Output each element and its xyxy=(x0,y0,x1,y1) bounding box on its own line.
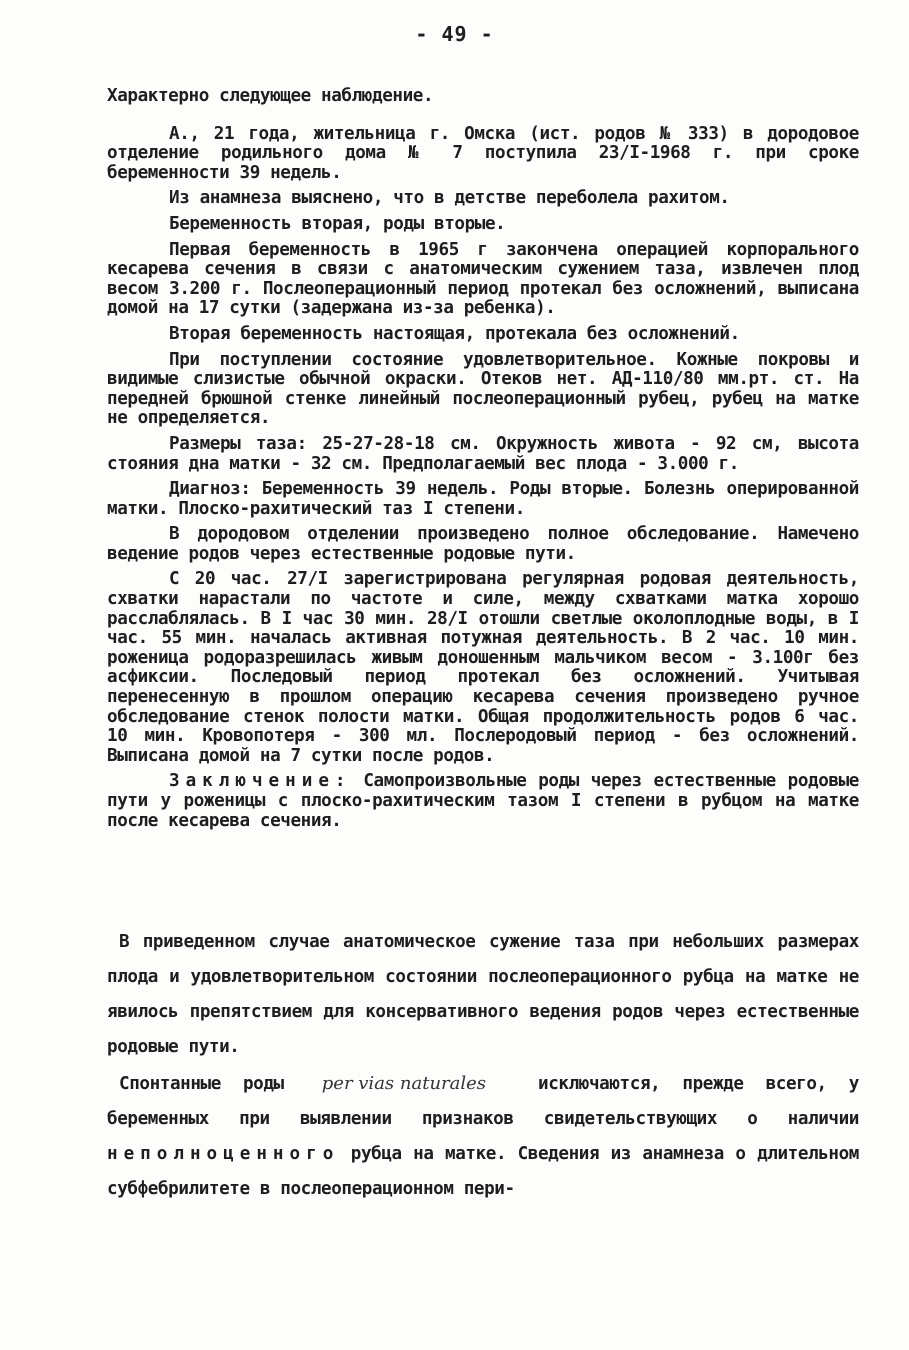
conclusion-label: Заключение: xyxy=(169,771,352,792)
body-paragraph: В приведенном случае анатомическое сужение таза при небольших размерах плода и удовлетворительном состоянии послеоперационного рубца на матке не явилось препятствием для консервативного ведения родов через естественные родовые пути. xyxy=(107,932,859,1057)
body-text-segment: рубца на матке. Сведения из анамнеза о длительном субфебрилитете в послеоперационном пери- xyxy=(107,1144,859,1199)
case-paragraph: Размеры таза: 25-27-28-18 см. Окружность живота - 92 см, высота стояния дна матки - 32 см. Предполагаемый вес плода - 3.000 г. xyxy=(107,433,859,474)
case-paragraph: В дородовом отделении произведено полное обследование. Намечено ведение родов через естественные родовые пути. xyxy=(107,524,859,564)
body-text-segment: исключаются, прежде всего, у беременных при выявлении признаков свидетельствующих о наличии xyxy=(107,1074,860,1129)
case-description xyxy=(107,87,859,837)
case-paragraph: При поступлении состояние удовлетворительное. Кожные покровы и видимые слизистые обычной окраски. Отеков нет. АД-110/80 мм.рт. ст. На передней брюшной стенке линейный послеоперационный рубец, рубец на матке не определяется. xyxy=(107,349,859,429)
case-paragraph: С 20 час. 27/I зарегистрирована регулярная родовая деятельность, схватки нарастали по частоте и силе, между схватками матка хорошо расслаблялась. В I час 30 мин. 28/I отошли светлые околоплодные воды, в I час. 55 мин. началась активная потужная деятельность. В 2 час. 10 мин. роженица родоразрешилась живым доношенным мальчиком весом - 3.100г без асфиксии. Последовый период протекал без осложнений. Учитывая перенесенную в прошлом операцию кесарева сечения произведено ручное обследование стенок полости матки. Общая продолжительность родов 6 час. 10 мин. Кровопотеря - 300 мл. Послеродовый период - без осложнений. Выписана домой на 7 сутки после родов. xyxy=(107,569,859,766)
case-paragraph: Вторая беременность настоящая, протекала без осложнений. xyxy=(169,323,740,344)
handwritten-insert: per vias naturales xyxy=(321,1073,487,1094)
case-conclusion xyxy=(107,772,859,831)
case-paragraph: Из анамнеза выяснено, что в детстве переболела рахитом. xyxy=(169,188,730,209)
case-paragraph: Беременность вторая, роды вторые. xyxy=(169,213,506,234)
conclusion-text: Самопроизвольные роды через естественные родовые пути у роженицы с плоско-рахитическим тазом I степени в рубцом на матке после кесарева сечения. xyxy=(107,771,859,831)
spaced-emphasis: неполноценного xyxy=(107,1144,340,1164)
case-intro: Характерно следующее наблюдение. xyxy=(107,86,434,106)
body-text xyxy=(107,925,859,1208)
body-paragraph xyxy=(107,1066,859,1207)
case-paragraph: Диагноз: Беременность 39 недель. Роды вторые. Болезнь оперированной матки. Плоско-рахитический таз I степени. xyxy=(107,479,859,519)
body-text-segment: Спонтанные роды xyxy=(119,1074,284,1094)
page-number: - 49 - xyxy=(415,22,494,46)
case-paragraph: А., 21 года, жительница г. Омска (ист. родов № 333) в дородовое отделение родильного дома № 7 поступила 23/I-1968 г. при сроке беременности 39 недель. xyxy=(107,123,859,183)
case-paragraph: Первая беременность в 1965 г закончена операцией корпорального кесарева сечения в связи с анатомическим сужением таза, извлечен плод весом 3.200 г. Послеоперационный период протекал без осложнений, выписана домой на 17 сутки (задержана из-за ребенка). xyxy=(107,239,859,319)
